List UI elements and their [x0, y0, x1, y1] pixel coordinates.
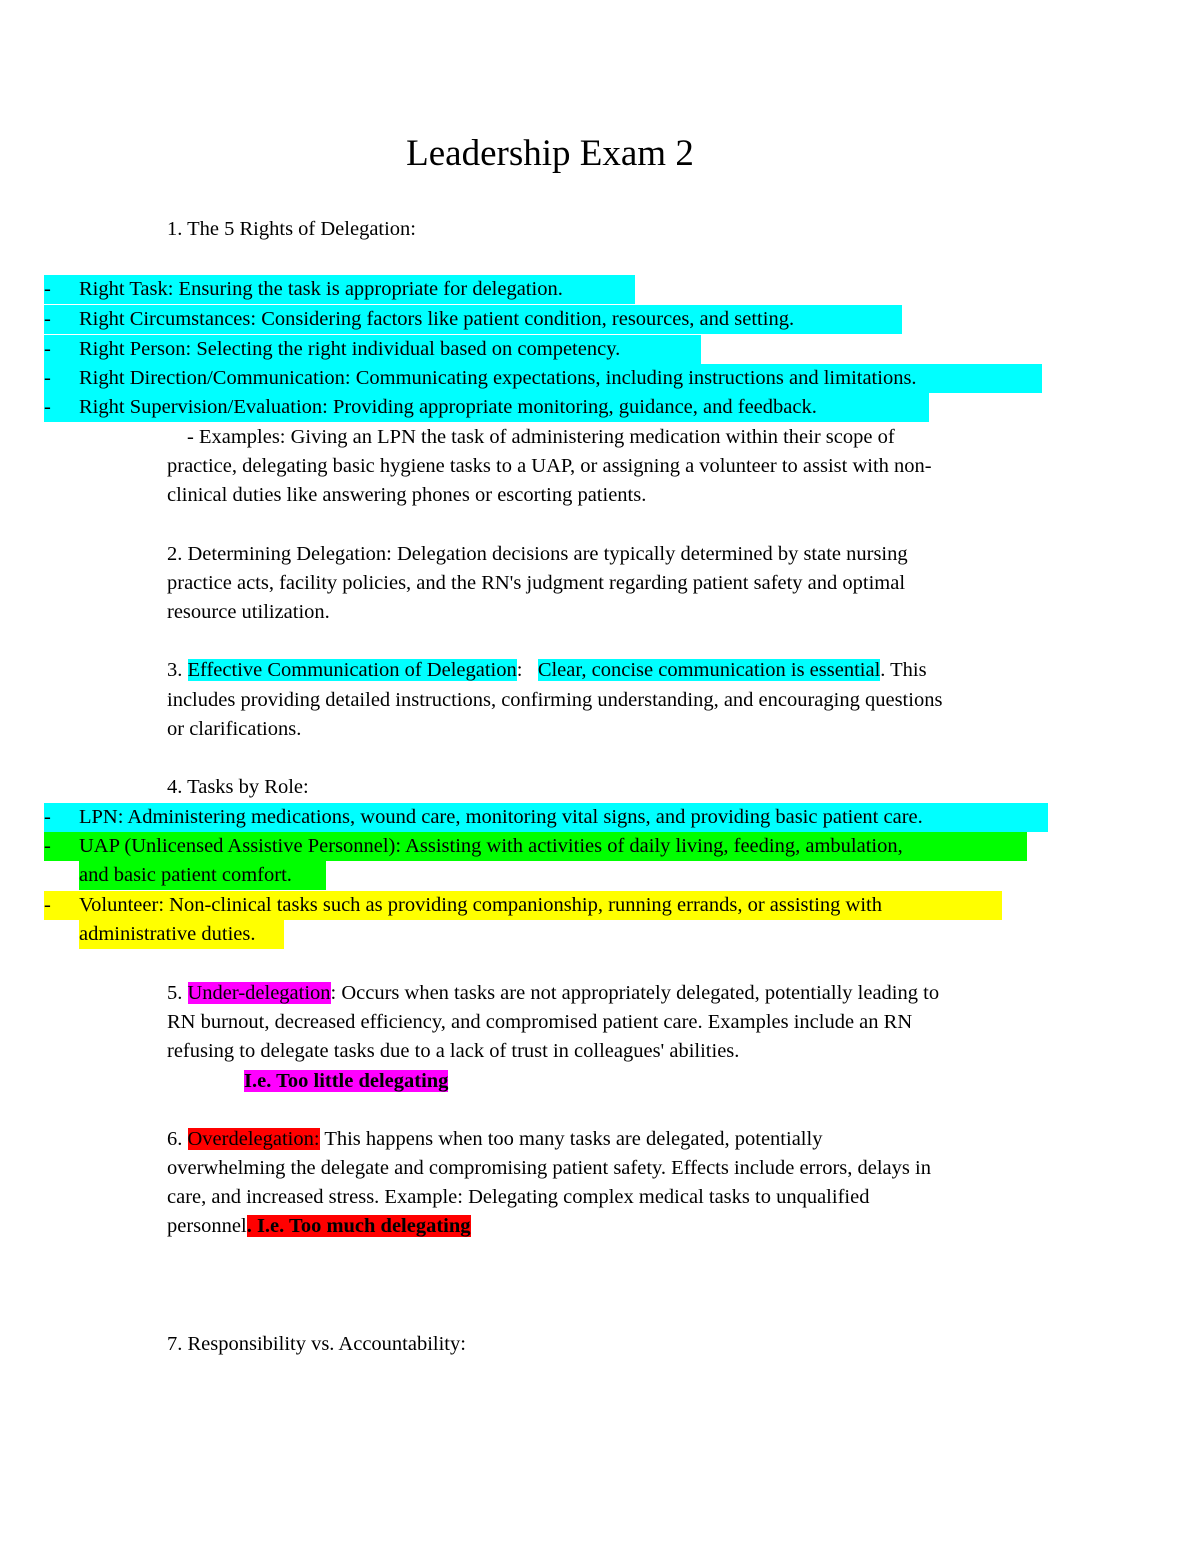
list-item: Right Circumstances: Considering factors like patient condition, resources, and setting.	[79, 308, 795, 330]
section-2-line: resource utilization.	[167, 601, 330, 623]
bullet-dash: -	[44, 338, 51, 360]
bullet-dash: -	[44, 278, 51, 300]
section-1-heading: 1. The 5 Rights of Delegation:	[167, 218, 417, 240]
section-2-line: 2. Determining Delegation: Delegation decisions are typically determined by state nursing	[167, 543, 908, 565]
section-5-first-line	[167, 979, 939, 1008]
section-2-line: practice acts, facility policies, and the RN's judgment regarding patient safety and optimal	[167, 572, 906, 594]
line-start: personnel	[167, 1215, 247, 1237]
section-3-line: includes providing detailed instructions, confirming understanding, and encouraging questions	[167, 689, 943, 711]
role-item-uap: UAP (Unlicensed Assistive Personnel): Assisting with activities of daily living, feeding, ambulation,	[79, 835, 903, 857]
examples-line: - Examples: Giving an LPN the task of administering medication within their scope of	[187, 426, 895, 448]
section-4-heading: 4. Tasks by Role:	[167, 776, 309, 798]
role-item-volunteer: Volunteer: Non-clinical tasks such as providing companionship, running errands, or assisting with	[79, 894, 882, 916]
term-colon: :	[516, 659, 523, 681]
section-5-line: refusing to delegate tasks due to a lack of trust in colleagues' abilities.	[167, 1040, 740, 1062]
bullet-dash: -	[44, 835, 51, 857]
section-3-first-line	[167, 656, 927, 685]
page-title: Leadership Exam 2	[406, 133, 694, 174]
highlighted-term: Effective Communication of Delegation	[187, 659, 517, 681]
section-number: 3.	[167, 659, 183, 681]
section-6-last-line	[167, 1212, 471, 1241]
section-6-line: care, and increased stress. Example: Delegating complex medical tasks to unqualified	[167, 1186, 870, 1208]
section-number: 6.	[167, 1128, 183, 1150]
list-item: Right Task: Ensuring the task is appropriate for delegation.	[79, 278, 563, 300]
role-item-volunteer-cont: administrative duties.	[79, 923, 256, 945]
bullet-dash: -	[44, 367, 51, 389]
role-item-uap-cont: and basic patient comfort.	[79, 864, 292, 886]
line-continuation: . This	[880, 659, 927, 681]
line-continuation: : Occurs when tasks are not appropriately delegated, potentially leading to	[330, 982, 940, 1004]
highlighted-term: Overdelegation:	[187, 1128, 320, 1150]
highlighted-term: Under-delegation	[187, 982, 331, 1004]
section-number: 5.	[167, 982, 183, 1004]
section-3-line: or clarifications.	[167, 718, 302, 740]
section-5-note	[244, 1067, 448, 1096]
examples-line: clinical duties like answering phones or escorting patients.	[167, 484, 647, 506]
bullet-dash: -	[44, 308, 51, 330]
list-item: Right Person: Selecting the right individual based on competency.	[79, 338, 621, 360]
bullet-dash: -	[44, 396, 51, 418]
list-item: Right Direction/Communication: Communicating expectations, including instructions and limitations.	[79, 367, 917, 389]
examples-line: practice, delegating basic hygiene tasks to a UAP, or assigning a volunteer to assist with non-	[167, 455, 932, 477]
bullet-dash: -	[44, 894, 51, 916]
section-7-heading: 7. Responsibility vs. Accountability:	[167, 1333, 466, 1355]
role-item-lpn: LPN: Administering medications, wound care, monitoring vital signs, and providing basic patient care.	[79, 806, 923, 828]
list-item: Right Supervision/Evaluation: Providing appropriate monitoring, guidance, and feedback.	[79, 396, 817, 418]
note-text: I.e. Too little delegating	[244, 1070, 449, 1092]
section-6-line: overwhelming the delegate and compromising patient safety. Effects include errors, delays in	[167, 1157, 931, 1179]
line-continuation: This happens when too many tasks are delegated, potentially	[319, 1128, 823, 1150]
note-text: . I.e. Too much delegating	[246, 1215, 471, 1237]
section-5-line: RN burnout, decreased efficiency, and compromised patient care. Examples include an RN	[167, 1011, 913, 1033]
bullet-dash: -	[44, 806, 51, 828]
highlighted-text: Clear, concise communication is essential	[537, 659, 881, 681]
section-6-first-line	[167, 1125, 822, 1154]
